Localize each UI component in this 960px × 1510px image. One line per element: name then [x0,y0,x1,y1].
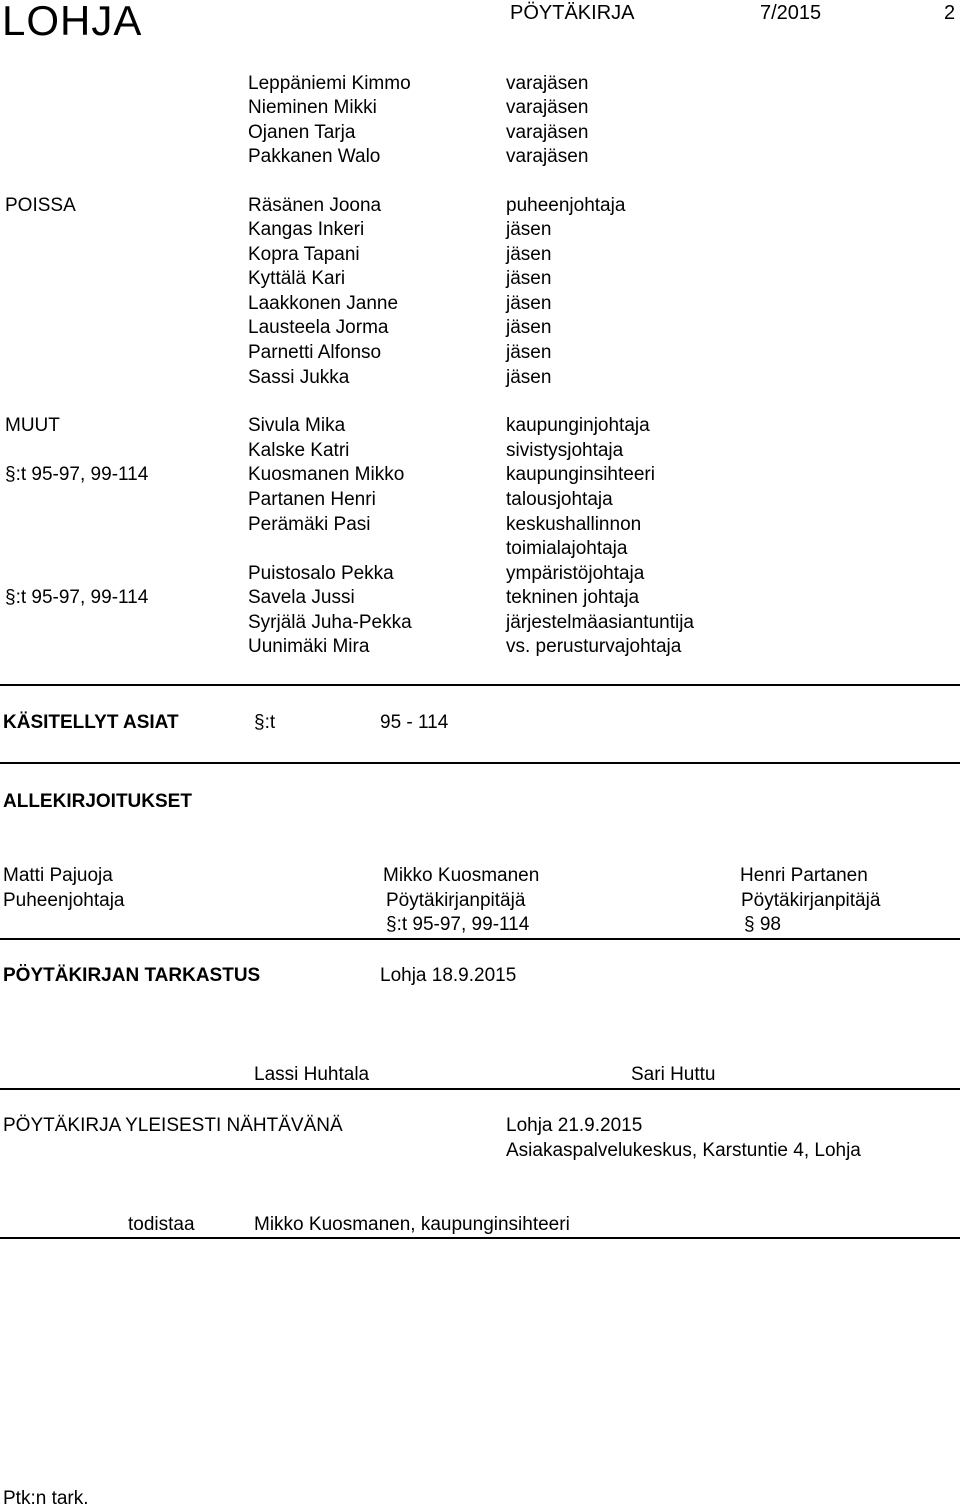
absent-name: Kyttälä Kari [248,268,346,289]
signer-sections: § 98 [744,914,781,935]
review-place-date: Lohja 18.9.2015 [380,965,517,986]
logo-text: LOHJA [2,0,143,44]
other-role: kaupunginsihteeri [506,464,655,485]
signer-name: Matti Pajuoja [3,865,113,886]
signer-title: Puheenjohtaja [3,890,125,911]
absent-role: jäsen [506,367,552,388]
public-location: Asiakaspalvelukeskus, Karstuntie 4, Lohja [506,1140,861,1161]
deputy-role: varajäsen [506,97,589,118]
other-role: talousjohtaja [506,489,613,510]
other-role: keskushallinnon [506,514,642,535]
signatures-label: ALLEKIRJOITUKSET [3,791,192,812]
deputy-name: Nieminen Mikki [248,97,377,118]
other-role: tekninen johtaja [506,587,640,608]
other-role: järjestelmäasiantuntija [506,612,694,633]
other-role: kaupunginjohtaja [506,415,650,436]
other-name: Kalske Katri [248,440,350,461]
deputy-role: varajäsen [506,146,589,167]
handled-range: 95 - 114 [380,712,449,733]
signature-line [0,1237,960,1239]
handled-sections-label: §:t [254,712,276,733]
other-name: Perämäki Pasi [248,514,371,535]
deputy-role: varajäsen [506,122,589,143]
divider [0,938,960,940]
signer-name: Mikko Kuosmanen [383,865,540,886]
deputy-name: Leppäniemi Kimmo [248,73,411,94]
other-name: Sivula Mika [248,415,346,436]
absent-name: Kangas Inkeri [248,219,365,240]
absent-name: Parnetti Alfonso [248,342,382,363]
section-note: §:t 95-97, 99-114 [5,587,149,608]
absent-name: Kopra Tapani [248,244,360,265]
absent-name: Laakkonen Janne [248,293,399,314]
review-label: PÖYTÄKIRJAN TARKASTUS [3,965,261,986]
reviewer-name: Sari Huttu [631,1064,716,1085]
signer-sections: §:t 95-97, 99-114 [386,914,530,935]
footer-note: Ptk:n tark. [3,1488,89,1509]
other-name: Partanen Henri [248,489,376,510]
other-role: sivistysjohtaja [506,440,624,461]
other-role: ympäristöjohtaja [506,563,645,584]
absent-role: jäsen [506,268,552,289]
other-role: toimialajohtaja [506,538,628,559]
absent-role: jäsen [506,219,552,240]
signer-title: Pöytäkirjanpitäjä [741,890,881,911]
public-place-date: Lohja 21.9.2015 [506,1115,643,1136]
absent-role: jäsen [506,244,552,265]
deputy-name: Pakkanen Walo [248,146,381,167]
other-name: Syrjälä Juha-Pekka [248,612,412,633]
signer-name: Henri Partanen [740,865,868,886]
absent-name: Räsänen Joona [248,195,382,216]
divider [0,762,960,764]
certify-person: Mikko Kuosmanen, kaupunginsihteeri [254,1214,570,1235]
other-name: Puistosalo Pekka [248,563,394,584]
deputy-name: Ojanen Tarja [248,122,356,143]
other-name: Kuosmanen Mikko [248,464,405,485]
absent-name: Lausteela Jorma [248,317,389,338]
other-name: Uunimäki Mira [248,636,370,657]
signature-line [0,1088,960,1090]
absent-label: POISSA [5,195,76,216]
handled-label: KÄSITELLYT ASIAT [3,712,179,733]
deputy-role: varajäsen [506,73,589,94]
absent-role: puheenjohtaja [506,195,626,216]
divider [0,684,960,686]
public-label: PÖYTÄKIRJA YLEISESTI NÄHTÄVÄNÄ [3,1115,343,1136]
absent-role: jäsen [506,342,552,363]
reviewer-name: Lassi Huhtala [254,1064,370,1085]
doc-type: PÖYTÄKIRJA [510,2,635,24]
other-role: vs. perusturvajohtaja [506,636,682,657]
page-number: 2 [944,2,956,24]
signer-title: Pöytäkirjanpitäjä [386,890,526,911]
absent-role: jäsen [506,317,552,338]
section-note: §:t 95-97, 99-114 [5,464,149,485]
doc-number: 7/2015 [760,2,822,24]
absent-role: jäsen [506,293,552,314]
absent-name: Sassi Jukka [248,367,350,388]
others-label: MUUT [5,415,60,436]
other-name: Savela Jussi [248,587,355,608]
certify-label: todistaa [128,1214,195,1235]
